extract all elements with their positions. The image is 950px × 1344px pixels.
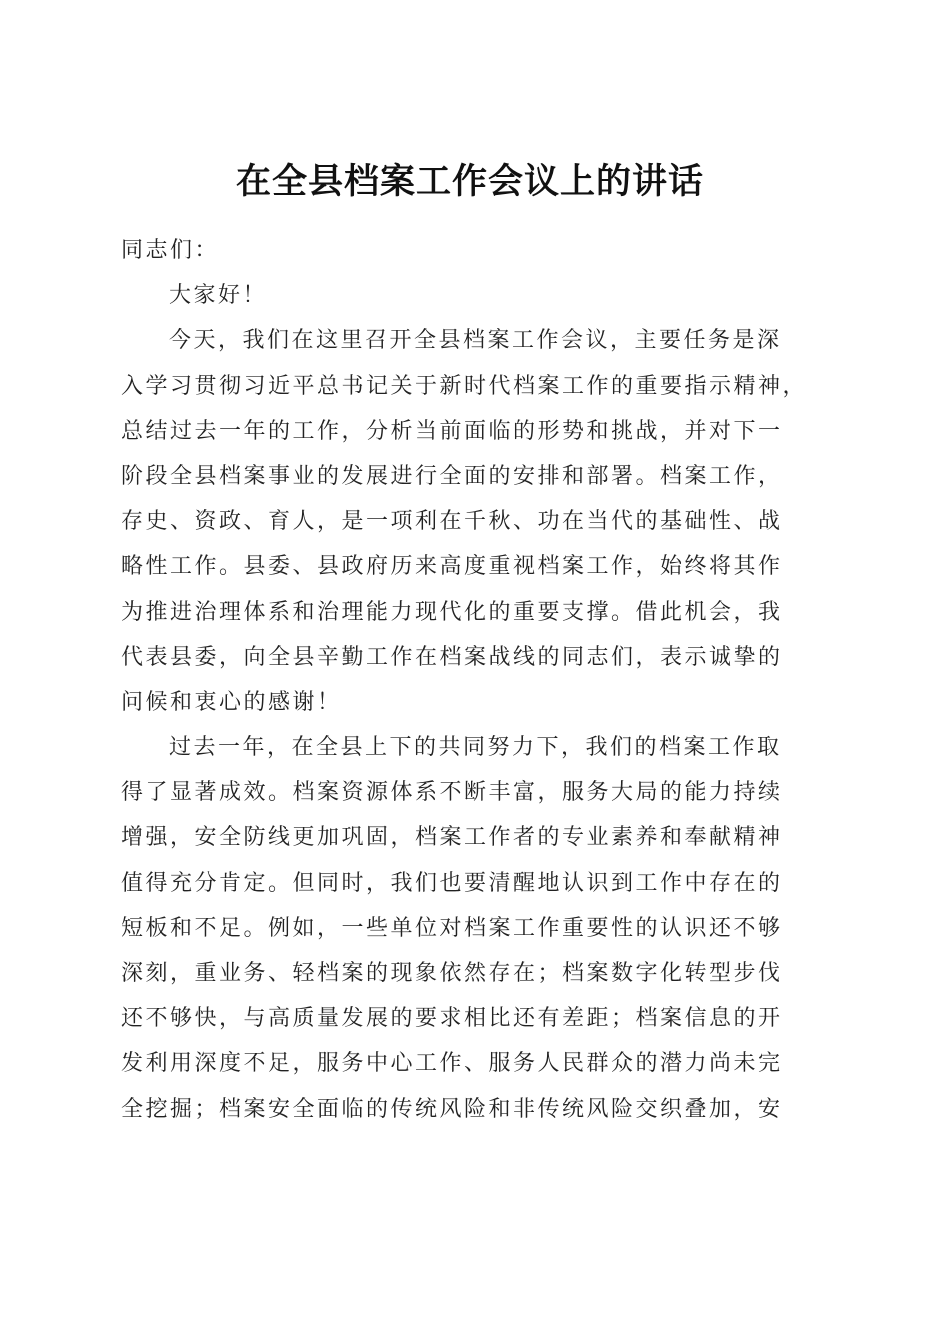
paragraph-line: 略性工作。县委、县政府历来高度重视档案工作，始终将其作 <box>121 554 783 580</box>
paragraph-line: 代表县委，向全县辛勤工作在档案战线的同志们，表示诚挚的 <box>121 644 783 670</box>
paragraph-line: 总结过去一年的工作，分析当前面临的形势和挑战，并对下一 <box>121 418 783 444</box>
paragraph-line: 问候和衷心的感谢！ <box>121 689 342 715</box>
paragraph-line: 过去一年，在全县上下的共同努力下，我们的档案工作取 <box>169 735 782 761</box>
paragraph-line: 深刻，重业务、轻档案的现象依然存在；档案数字化转型步伐 <box>121 961 783 986</box>
greeting-line: 大家好！ <box>169 283 268 309</box>
salutation-line: 同志们： <box>121 238 220 263</box>
paragraph-line: 还不够快，与高质量发展的要求相比还有差距；档案信息的开 <box>121 1006 783 1032</box>
paragraph-line: 全挖掘；档案安全面临的传统风险和非传统风险交织叠加，安 <box>121 1096 783 1122</box>
paragraph-line: 今天，我们在这里召开全县档案工作会议，主要任务是深 <box>169 328 782 354</box>
paragraph-line: 为推进治理体系和治理能力现代化的重要支撑。借此机会，我 <box>121 599 783 625</box>
paragraph-line: 发利用深度不足，服务中心工作、服务人民群众的潜力尚未完 <box>121 1051 783 1077</box>
speech-body <box>121 228 831 1132</box>
page-title: 在全县档案工作会议上的讲话 <box>235 161 704 203</box>
paragraph-line: 值得充分肯定。但同时，我们也要清醒地认识到工作中存在的 <box>121 870 783 896</box>
paragraph-line: 短板和不足。例如，一些单位对档案工作重要性的认识还不够 <box>121 915 783 941</box>
paragraph-line: 得了显著成效。档案资源体系不断丰富，服务大局的能力持续 <box>121 780 783 806</box>
paragraph-line: 存史、资政、育人，是一项利在千秋、功在当代的基础性、战 <box>121 509 783 535</box>
paragraph-line: 阶段全县档案事业的发展进行全面的安排和部署。档案工作， <box>121 463 783 489</box>
paragraph-line: 入学习贯彻习近平总书记关于新时代档案工作的重要指示精神， <box>121 373 808 399</box>
paragraph-line: 增强，安全防线更加巩固，档案工作者的专业素养和奉献精神 <box>121 825 783 851</box>
